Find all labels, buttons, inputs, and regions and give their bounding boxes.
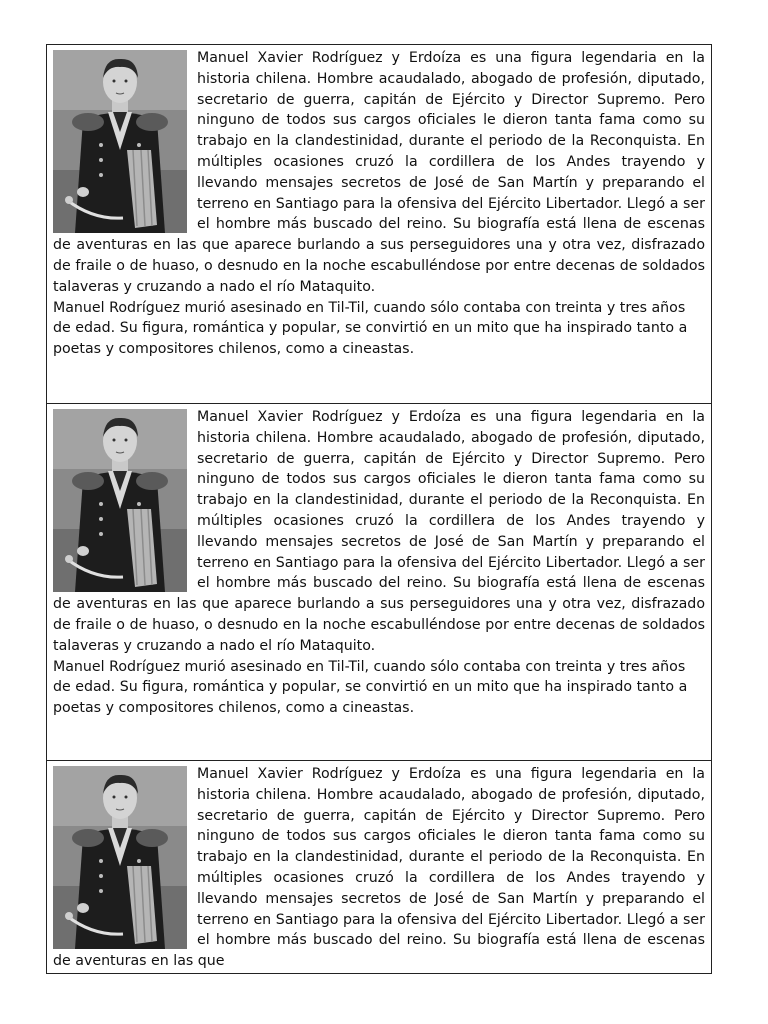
card-content xyxy=(47,761,711,972)
portrait-image xyxy=(53,50,187,233)
biography-card xyxy=(46,403,712,761)
biography-paragraph: Manuel Xavier Rodríguez y Erdoíza es una figura legendaria en la historia chilena. Hombre acaudalado, abogado de profesión, diputado, secretario de guerra, capitán de Ejército y Director Supremo. Pero ninguno de todos sus cargos oficiales le dieron tanta fama como su trabajo en la clandestinidad, durante el periodo de la Reconquista. En múltiples ocasiones cruzó la cordillera de los Andes trayendo y llevando mensajes secretos de José de San Martín y preparando el terreno en Santiago para la ofensiva del Ejército Libertador. Llegó a ser el hombre más buscado del reino. Su biografía está llena de escenas de aventuras en las que xyxy=(53,766,705,970)
card-content xyxy=(47,45,711,360)
death-paragraph: Manuel Rodríguez murió asesinado en Til-Til, cuando sólo contaba con treinta y tres años de edad. Su figura, romántica y popular, se convirtió en un mito que ha inspirado tanto a poetas y compositores chilenos, como a cineastas. xyxy=(53,658,688,717)
biography-paragraph: Manuel Xavier Rodríguez y Erdoíza es una figura legendaria en la historia chilena. Hombre acaudalado, abogado de profesión, diputado, secretario de guerra, capitán de Ejército y Director Supremo. Pero ninguno de todos sus cargos oficiales le dieron tanta fama como su trabajo en la clandestinidad, durante el periodo de la Reconquista. En múltiples ocasiones cruzó la cordillera de los Andes trayendo y llevando mensajes secretos de José de San Martín y preparando el terreno en Santiago para la ofensiva del Ejército Libertador. Llegó a ser el hombre más buscado del reino. Su biografía está llena de escenas de aventuras en las que aparece burlando a sus perseguidores una y otra vez, disfrazado de fraile o de huaso, o desnudo en la noche escabulléndose por entre decenas de soldados talaveras y cruzando a nado el río Mataquito. xyxy=(53,409,705,654)
portrait-image xyxy=(53,766,187,949)
portrait-image xyxy=(53,409,187,592)
death-paragraph: Manuel Rodríguez murió asesinado en Til-Til, cuando sólo contaba con treinta y tres años de edad. Su figura, romántica y popular, se convirtió en un mito que ha inspirado tanto a poetas y compositores chilenos, como a cineastas. xyxy=(53,299,688,358)
biography-paragraph: Manuel Xavier Rodríguez y Erdoíza es una figura legendaria en la historia chilena. Hombre acaudalado, abogado de profesión, diputado, secretario de guerra, capitán de Ejército y Director Supremo. Pero ninguno de todos sus cargos oficiales le dieron tanta fama como su trabajo en la clandestinidad, durante el periodo de la Reconquista. En múltiples ocasiones cruzó la cordillera de los Andes trayendo y llevando mensajes secretos de José de San Martín y preparando el terreno en Santiago para la ofensiva del Ejército Libertador. Llegó a ser el hombre más buscado del reino. Su biografía está llena de escenas de aventuras en las que aparece burlando a sus perseguidores una y otra vez, disfrazado de fraile o de huaso, o desnudo en la noche escabulléndose por entre decenas de soldados talaveras y cruzando a nado el río Mataquito. xyxy=(53,50,705,295)
biography-card xyxy=(46,760,712,974)
card-content xyxy=(47,404,711,719)
biography-card xyxy=(46,44,712,404)
